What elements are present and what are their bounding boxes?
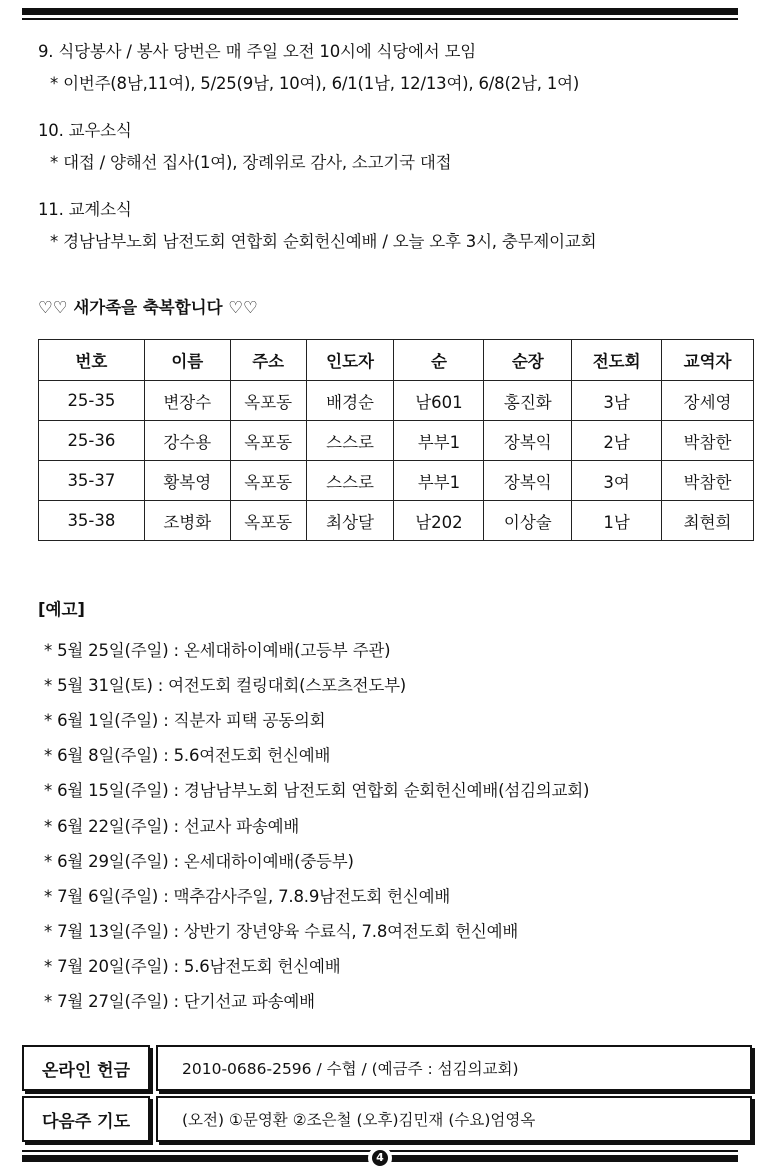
new-family-table — [38, 339, 754, 541]
column-header: 이름 — [144, 340, 230, 381]
item-9-detail: * 이번주(8남,11여), 5/25(9남, 10여), 6/1(1남, 12/13여), 6/8(2남, 1여) — [50, 74, 580, 93]
table-cell: 3여 — [572, 461, 662, 501]
table-cell: 25-35 — [39, 381, 145, 421]
item-11-detail: * 경남남부노회 남전도회 연합회 순회헌신예배 / 오늘 오후 3시, 충무제이교회 — [50, 232, 597, 251]
table-cell: 이상술 — [484, 501, 572, 541]
table-cell: 35-38 — [39, 501, 145, 541]
item-10-heading: 10. 교우소식 — [38, 121, 132, 140]
new-family-title: ♡♡ 새가족을 축복합니다 ♡♡ — [38, 298, 258, 317]
table-cell: 옥포동 — [230, 381, 306, 421]
table-cell: 최상달 — [306, 501, 394, 541]
table-cell: 옥포동 — [230, 461, 306, 501]
column-header: 번호 — [39, 340, 145, 381]
item-11-heading: 11. 교계소식 — [38, 200, 132, 219]
notice-item: * 5월 31일(토) : 여전도회 컬링대회(스포츠전도부) — [44, 676, 407, 695]
table-cell: 남601 — [394, 381, 484, 421]
table-cell: 배경순 — [306, 381, 394, 421]
table-cell: 스스로 — [306, 461, 394, 501]
table-cell: 35-37 — [39, 461, 145, 501]
notice-item: * 6월 22일(주일) : 선교사 파송예배 — [44, 817, 300, 836]
table-cell: 박참한 — [662, 421, 754, 461]
prayer-label: 다음주 기도 — [22, 1096, 150, 1142]
table-cell: 1남 — [572, 501, 662, 541]
table-cell: 장세영 — [662, 381, 754, 421]
table-cell: 홍진화 — [484, 381, 572, 421]
table-row — [39, 461, 754, 501]
table-cell: 변장수 — [144, 381, 230, 421]
table-header-row — [39, 340, 754, 381]
notice-title: [예고] — [38, 600, 85, 619]
table-cell: 최현희 — [662, 501, 754, 541]
table-cell: 2남 — [572, 421, 662, 461]
column-header: 전도회 — [572, 340, 662, 381]
item-10-detail: * 대접 / 양해선 집사(1여), 장례위로 감사, 소고기국 대접 — [50, 153, 452, 172]
table-cell: 남202 — [394, 501, 484, 541]
notice-item: * 7월 13일(주일) : 상반기 장년양육 수료식, 7.8여전도회 헌신예배 — [44, 922, 519, 941]
offering-value: 2010-0686-2596 / 수협 / (예금주 : 섬김의교회) — [156, 1045, 752, 1091]
offering-label: 온라인 헌금 — [22, 1045, 150, 1091]
table-cell: 박참한 — [662, 461, 754, 501]
page-number: 4 — [372, 1150, 388, 1166]
notice-item: * 6월 15일(주일) : 경남남부노회 남전도회 연합회 순회헌신예배(섬김의교회) — [44, 781, 590, 800]
table-cell: 스스로 — [306, 421, 394, 461]
notice-item: * 6월 8일(주일) : 5.6여전도회 헌신예배 — [44, 746, 331, 765]
table-cell: 옥포동 — [230, 501, 306, 541]
column-header: 주소 — [230, 340, 306, 381]
notice-item: * 6월 29일(주일) : 온세대하이예배(중등부) — [44, 852, 354, 871]
table-cell: 조병화 — [144, 501, 230, 541]
table-cell: 부부1 — [394, 461, 484, 501]
table-cell: 장복익 — [484, 421, 572, 461]
table-cell: 장복익 — [484, 461, 572, 501]
table-cell: 강수용 — [144, 421, 230, 461]
table-cell: 3남 — [572, 381, 662, 421]
column-header: 인도자 — [306, 340, 394, 381]
table-cell: 황복영 — [144, 461, 230, 501]
notice-item: * 7월 6일(주일) : 맥추감사주일, 7.8.9남전도회 헌신예배 — [44, 887, 451, 906]
column-header: 교역자 — [662, 340, 754, 381]
item-9-heading: 9. 식당봉사 / 봉사 당번은 매 주일 오전 10시에 식당에서 모임 — [38, 42, 477, 61]
table-row — [39, 421, 754, 461]
top-rule — [22, 8, 738, 21]
notice-item: * 5월 25일(주일) : 온세대하이예배(고등부 주관) — [44, 641, 391, 660]
column-header: 순장 — [484, 340, 572, 381]
column-header: 순 — [394, 340, 484, 381]
table-row — [39, 381, 754, 421]
notice-item: * 7월 27일(주일) : 단기선교 파송예배 — [44, 992, 315, 1011]
prayer-value: (오전) ①문영환 ②조은철 (오후)김민재 (수요)엄영옥 — [156, 1096, 752, 1142]
notice-item: * 7월 20일(주일) : 5.6남전도회 헌신예배 — [44, 957, 341, 976]
notice-item: * 6월 1일(주일) : 직분자 피택 공동의회 — [44, 711, 326, 730]
table-row — [39, 501, 754, 541]
table-cell: 옥포동 — [230, 421, 306, 461]
table-cell: 부부1 — [394, 421, 484, 461]
table-cell: 25-36 — [39, 421, 145, 461]
